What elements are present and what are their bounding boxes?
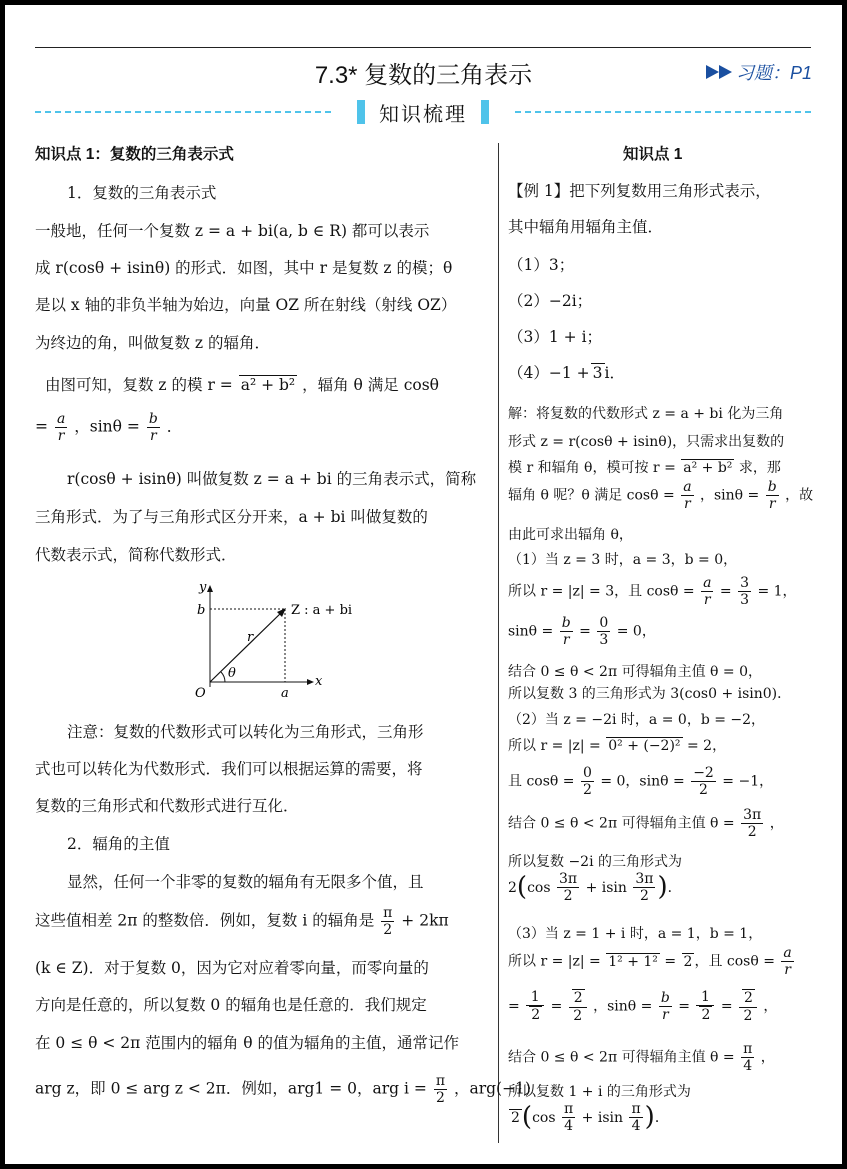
paragraph1-line2: 成 r(cosθ + isinθ) 的形式．如图，其中 r 是复数 z 的模；θ — [35, 259, 453, 277]
sol-text: 模 r 和辐角 θ，模可按 r = — [508, 460, 676, 476]
fraction — [633, 871, 655, 904]
label-theta: θ — [228, 666, 236, 681]
denominator: r — [57, 428, 65, 445]
note-line1: 注意：复数的代数形式可以转化为三角形式，三角形 — [67, 723, 424, 741]
case2-line2 — [508, 737, 813, 755]
question-3: （3）1 + i； — [508, 328, 603, 346]
isin: + isin — [581, 1109, 623, 1126]
label-b: b — [197, 603, 206, 618]
fraction — [557, 871, 579, 904]
equals-sign: = — [678, 998, 691, 1015]
fraction-a-over-r — [55, 411, 67, 444]
case2-line1: （2）当 z = −2i 时，a = 0，b = −2， — [508, 712, 766, 728]
denominator: 2 — [563, 888, 573, 905]
sqrt-2: 2 — [573, 990, 583, 1006]
c3-text: 所以 r = |z| = — [508, 953, 601, 970]
left-paren: ( — [521, 1102, 533, 1132]
sqrt-2: 2 — [531, 1007, 541, 1024]
case3-line3 — [508, 989, 813, 1024]
period: ． — [667, 879, 682, 896]
solution-line5: 由此可求出辐角 θ， — [508, 527, 633, 543]
paragraph4-line6 — [35, 1073, 531, 1107]
c2-text: 所以 r = |z| = — [508, 738, 601, 754]
numerator: a — [703, 575, 712, 591]
denominator — [526, 1006, 544, 1024]
p4-text-2kpi: + 2kπ — [401, 911, 449, 930]
sqrt-2: 2 — [744, 990, 753, 1006]
period: ． — [166, 417, 183, 436]
banner-label: 知识梳理 — [379, 103, 467, 126]
equals-sign: = — [720, 998, 733, 1015]
numerator: 1 — [696, 989, 714, 1006]
label-r: r — [247, 630, 254, 645]
fraction — [581, 765, 594, 798]
c2-sin-result: = −1， — [722, 773, 774, 790]
vector-oz — [210, 611, 283, 682]
solution-line3 — [508, 459, 813, 477]
paragraph3-line3: 代数表示式，简称代数形式． — [35, 546, 237, 564]
label-a: a — [281, 686, 289, 697]
case1-line2 — [508, 575, 813, 608]
theta-arc — [221, 672, 225, 682]
numerator: π — [383, 905, 393, 921]
numerator: π — [743, 1041, 753, 1057]
column-divider — [498, 143, 499, 1143]
fraction — [781, 945, 793, 978]
denominator: 2 — [383, 922, 393, 939]
case2-line6 — [508, 871, 813, 905]
label-y: y — [199, 580, 207, 595]
p4-arg-text: arg z，即 0 ≤ arg z < 2π．例如，arg1 = 0，arg i = — [35, 1079, 427, 1098]
sqrt-2: 2 — [683, 953, 693, 970]
fraction-pi-over-2 — [381, 905, 394, 938]
cos: cos — [527, 879, 551, 896]
denominator: r — [703, 592, 711, 609]
sqrt-expr: 0² + (−2)² — [608, 738, 681, 754]
case2-line3 — [508, 765, 813, 798]
sol-text-end: 求，那 — [738, 460, 781, 476]
c3-principal: 结合 0 ≤ θ < 2π 可得辐角主值 θ = — [508, 1049, 735, 1066]
complex-plane-diagram — [185, 577, 355, 697]
numerator: a — [783, 945, 792, 961]
equals-sign: = — [508, 998, 520, 1015]
question-4 — [508, 363, 813, 383]
numerator: b — [660, 989, 670, 1006]
denominator: 2 — [435, 1090, 445, 1107]
banner-dash-right — [515, 111, 811, 113]
right-paren: ) — [644, 1102, 655, 1132]
equals-sign: = — [579, 623, 591, 640]
fraction — [560, 615, 573, 648]
left-heading: 知识点 1：复数的三角表示式 — [35, 146, 234, 163]
fraction — [691, 765, 716, 798]
denominator: r — [662, 1006, 669, 1023]
page — [5, 5, 842, 1164]
solution-line4 — [508, 479, 813, 512]
fraction-b-over-r — [766, 479, 779, 512]
coef: 2 — [508, 879, 517, 896]
paragraph4-line5: 在 0 ≤ θ < 2π 范围内的辐角 θ 的值为辐角的主值，通常记作 — [35, 1034, 459, 1052]
case1-line1: （1）当 z = 3 时，a = 3，b = 0， — [508, 552, 738, 568]
fraction — [629, 1101, 642, 1134]
case1-line3 — [508, 615, 813, 648]
case2-line5: 所以复数 −2i 的三角形式为 — [508, 854, 683, 870]
equals-sign: = — [550, 998, 563, 1015]
section1-title: 1．复数的三角表示式 — [67, 184, 217, 202]
period: ． — [654, 1109, 669, 1126]
paragraph4-line2 — [35, 905, 491, 938]
question-2: （2）−2i； — [508, 292, 593, 310]
comma: ， — [769, 815, 784, 832]
c3-sin: ，sinθ = — [593, 998, 653, 1015]
denominator: r — [684, 496, 691, 513]
numerator: π — [564, 1101, 574, 1118]
denominator: r — [149, 428, 157, 445]
p4-arg-neg1: ，arg(−1) — [453, 1079, 531, 1098]
sqrt-expr: 1² + 1² — [608, 953, 658, 970]
fraction — [526, 989, 544, 1024]
denominator — [696, 1006, 714, 1024]
fraction-pi-over-2-b — [434, 1073, 447, 1106]
banner-bar-left — [357, 100, 365, 124]
fraction — [597, 615, 610, 648]
sqrt-a2b2: a² + b² — [240, 376, 296, 394]
denominator: 2 — [699, 782, 708, 799]
denominator: 2 — [582, 782, 592, 799]
x-axis-arrow-icon — [307, 679, 314, 685]
paragraph4-line1: 显然，任何一个非零的复数的辐角有无限多个值，且 — [67, 873, 424, 891]
p2-text-a: 由图可知，复数 z 的模 r = — [45, 376, 233, 394]
example-line2: 其中辐角用辐角主值． — [508, 218, 664, 236]
numerator — [739, 989, 757, 1008]
numerator — [569, 989, 587, 1008]
numerator: a — [56, 411, 66, 427]
right-heading: 知识点 1 — [623, 146, 683, 163]
note-line3: 复数的三角形式和代数形式进行互化． — [35, 797, 299, 815]
numerator: b — [148, 411, 158, 427]
exercise-reference[interactable] — [706, 59, 812, 85]
solution-line2: 形式 z = r(cosθ + isinθ)，只需求出复数的 — [508, 434, 785, 450]
fraction — [738, 575, 751, 608]
denominator: 2 — [573, 1007, 583, 1024]
banner-dash-left — [35, 111, 331, 113]
denominator: 2 — [743, 1007, 753, 1024]
numerator: 1 — [526, 989, 544, 1006]
solution-line1: 解：将复数的代数形式 z = a + bi 化为三角 — [508, 406, 784, 422]
fraction — [659, 990, 672, 1023]
fraction — [562, 1101, 575, 1134]
numerator: 3π — [635, 871, 654, 888]
page-title: 7.3* 复数的三角表示 — [314, 62, 533, 89]
case3-line6 — [508, 1101, 813, 1135]
p4-text: 这些值相差 2π 的整数倍．例如，复数 i 的辐角是 — [35, 911, 375, 930]
equals-sign: = — [664, 953, 677, 970]
case3-line5: 所以复数 1 + i 的三角形式为 — [508, 1084, 691, 1100]
paragraph4-line3: (k ∈ Z)．对于复数 0，因为它对应着零向量，而零向量的 — [35, 959, 429, 977]
fraction-b-over-r — [147, 411, 160, 444]
sqrt-2: 2 — [511, 1109, 520, 1126]
denominator: 2 — [639, 888, 649, 905]
p2-sin-text: ，sinθ = — [74, 417, 140, 436]
denominator: 4 — [631, 1118, 641, 1135]
case1-line4: 结合 0 ≤ θ < 2π 可得辐角主值 θ = 0， — [508, 664, 763, 680]
y-axis-arrow-icon — [207, 585, 213, 592]
question-1: （1）3； — [508, 256, 575, 274]
c3-cos: ，且 cosθ = — [694, 953, 775, 970]
paragraph1-line4: 为终边的角，叫做复数 z 的辐角． — [35, 334, 271, 352]
note-line2: 式也可以转化为代数形式．我们可以根据运算的需要，将 — [35, 760, 423, 778]
paragraph3-line2: 三角形式．为了与三角形式区分开来，a + bi 叫做复数的 — [35, 508, 428, 526]
section-banner — [35, 97, 811, 127]
c1-sin-result: = 0， — [616, 623, 656, 640]
top-rule — [35, 47, 811, 48]
numerator: 3π — [559, 871, 578, 888]
label-z: Z : a + bi — [291, 603, 353, 618]
denominator: 2 — [747, 824, 757, 841]
denominator: r — [562, 632, 570, 649]
case3-line4 — [508, 1041, 813, 1074]
left-paren: ( — [516, 872, 528, 902]
double-arrow-icon — [706, 65, 732, 79]
denominator: r — [768, 496, 776, 513]
c1-sin: sinθ = — [508, 623, 554, 640]
paragraph4-line4: 方向是任意的，所以复数 0 的辐角也是任意的．我们规定 — [35, 996, 427, 1014]
paragraph2-line2 — [35, 411, 491, 444]
numerator: 3π — [743, 807, 762, 823]
paragraph3-line1: r(cosθ + isinθ) 叫做复数 z = a + bi 的三角表示式，简称 — [67, 470, 477, 488]
isin: + isin — [585, 879, 627, 896]
numerator: 3 — [740, 575, 750, 591]
comma: ， — [763, 998, 778, 1015]
right-paren: ) — [657, 872, 668, 902]
paragraph1-line3: 是以 x 轴的非负半轴为始边，向量 OZ 所在射线（射线 OZ） — [35, 296, 457, 314]
numerator: b — [767, 479, 777, 495]
sol-cos-text: 辐角 θ 呢？θ 满足 cosθ = — [508, 487, 675, 504]
c2-principal: 结合 0 ≤ θ < 2π 可得辐角主值 θ = — [508, 815, 735, 832]
banner-bar-right — [481, 100, 489, 124]
fraction — [569, 989, 587, 1024]
fraction — [741, 1041, 754, 1074]
sqrt-2: 2 — [701, 1007, 711, 1024]
sol-sin-text: ，sinθ = — [700, 487, 760, 504]
exercise-reference-label: 习题：P1 — [735, 63, 812, 83]
equals-sign: = — [719, 583, 732, 600]
fraction — [739, 989, 757, 1024]
fraction — [696, 989, 714, 1024]
sqrt-3: 3 — [592, 364, 603, 382]
sqrt-a2b2: a² + b² — [683, 460, 733, 476]
paragraph1-line1: 一般地，任何一个复数 z = a + bi(a, b ∈ R) 都可以表示 — [35, 222, 430, 240]
q4-i: i． — [604, 364, 625, 382]
comma: ， — [760, 1049, 775, 1066]
denominator: 4 — [564, 1118, 574, 1135]
case3-line1: （3）当 z = 1 + i 时，a = 1，b = 1， — [508, 926, 763, 942]
numerator: π — [435, 1073, 446, 1089]
numerator: a — [683, 479, 692, 495]
fraction-a-over-r — [681, 479, 693, 512]
fraction — [741, 807, 763, 840]
numerator: π — [631, 1101, 641, 1118]
denominator: r — [784, 962, 791, 979]
c2-cos: 且 cosθ = — [508, 773, 575, 790]
sol-gu: ，故 — [785, 487, 814, 504]
case1-line5: 所以复数 3 的三角形式为 3(cos0 + isin0)． — [508, 686, 792, 702]
c1-result: = 1， — [757, 583, 797, 600]
denominator: 3 — [740, 592, 750, 609]
denominator: 4 — [743, 1058, 753, 1075]
case3-line2 — [508, 945, 813, 978]
p2-text-b: ，辐角 θ 满足 cosθ — [302, 376, 440, 394]
equals-sign: = — [35, 417, 48, 436]
example-line1: 【例 1】把下列复数用三角形式表示， — [508, 182, 771, 200]
c2-result: = 2， — [687, 738, 727, 754]
fraction — [701, 575, 713, 608]
numerator: b — [561, 615, 571, 631]
case2-line4 — [508, 807, 813, 840]
numerator: 0 — [582, 765, 592, 781]
numerator: 0 — [599, 615, 609, 631]
c2-sin: = 0，sinθ = — [600, 773, 685, 790]
paragraph2-line1 — [45, 375, 491, 395]
label-x: x — [315, 674, 323, 689]
q4-text: （4）−1 + — [508, 364, 590, 382]
section2-title: 2．辐角的主值 — [67, 835, 170, 853]
label-o: O — [195, 686, 206, 697]
denominator: 3 — [599, 632, 609, 649]
cos: cos — [532, 1109, 556, 1126]
c1-text: 所以 r = |z| = 3，且 cosθ = — [508, 583, 695, 600]
numerator: −2 — [693, 765, 714, 781]
